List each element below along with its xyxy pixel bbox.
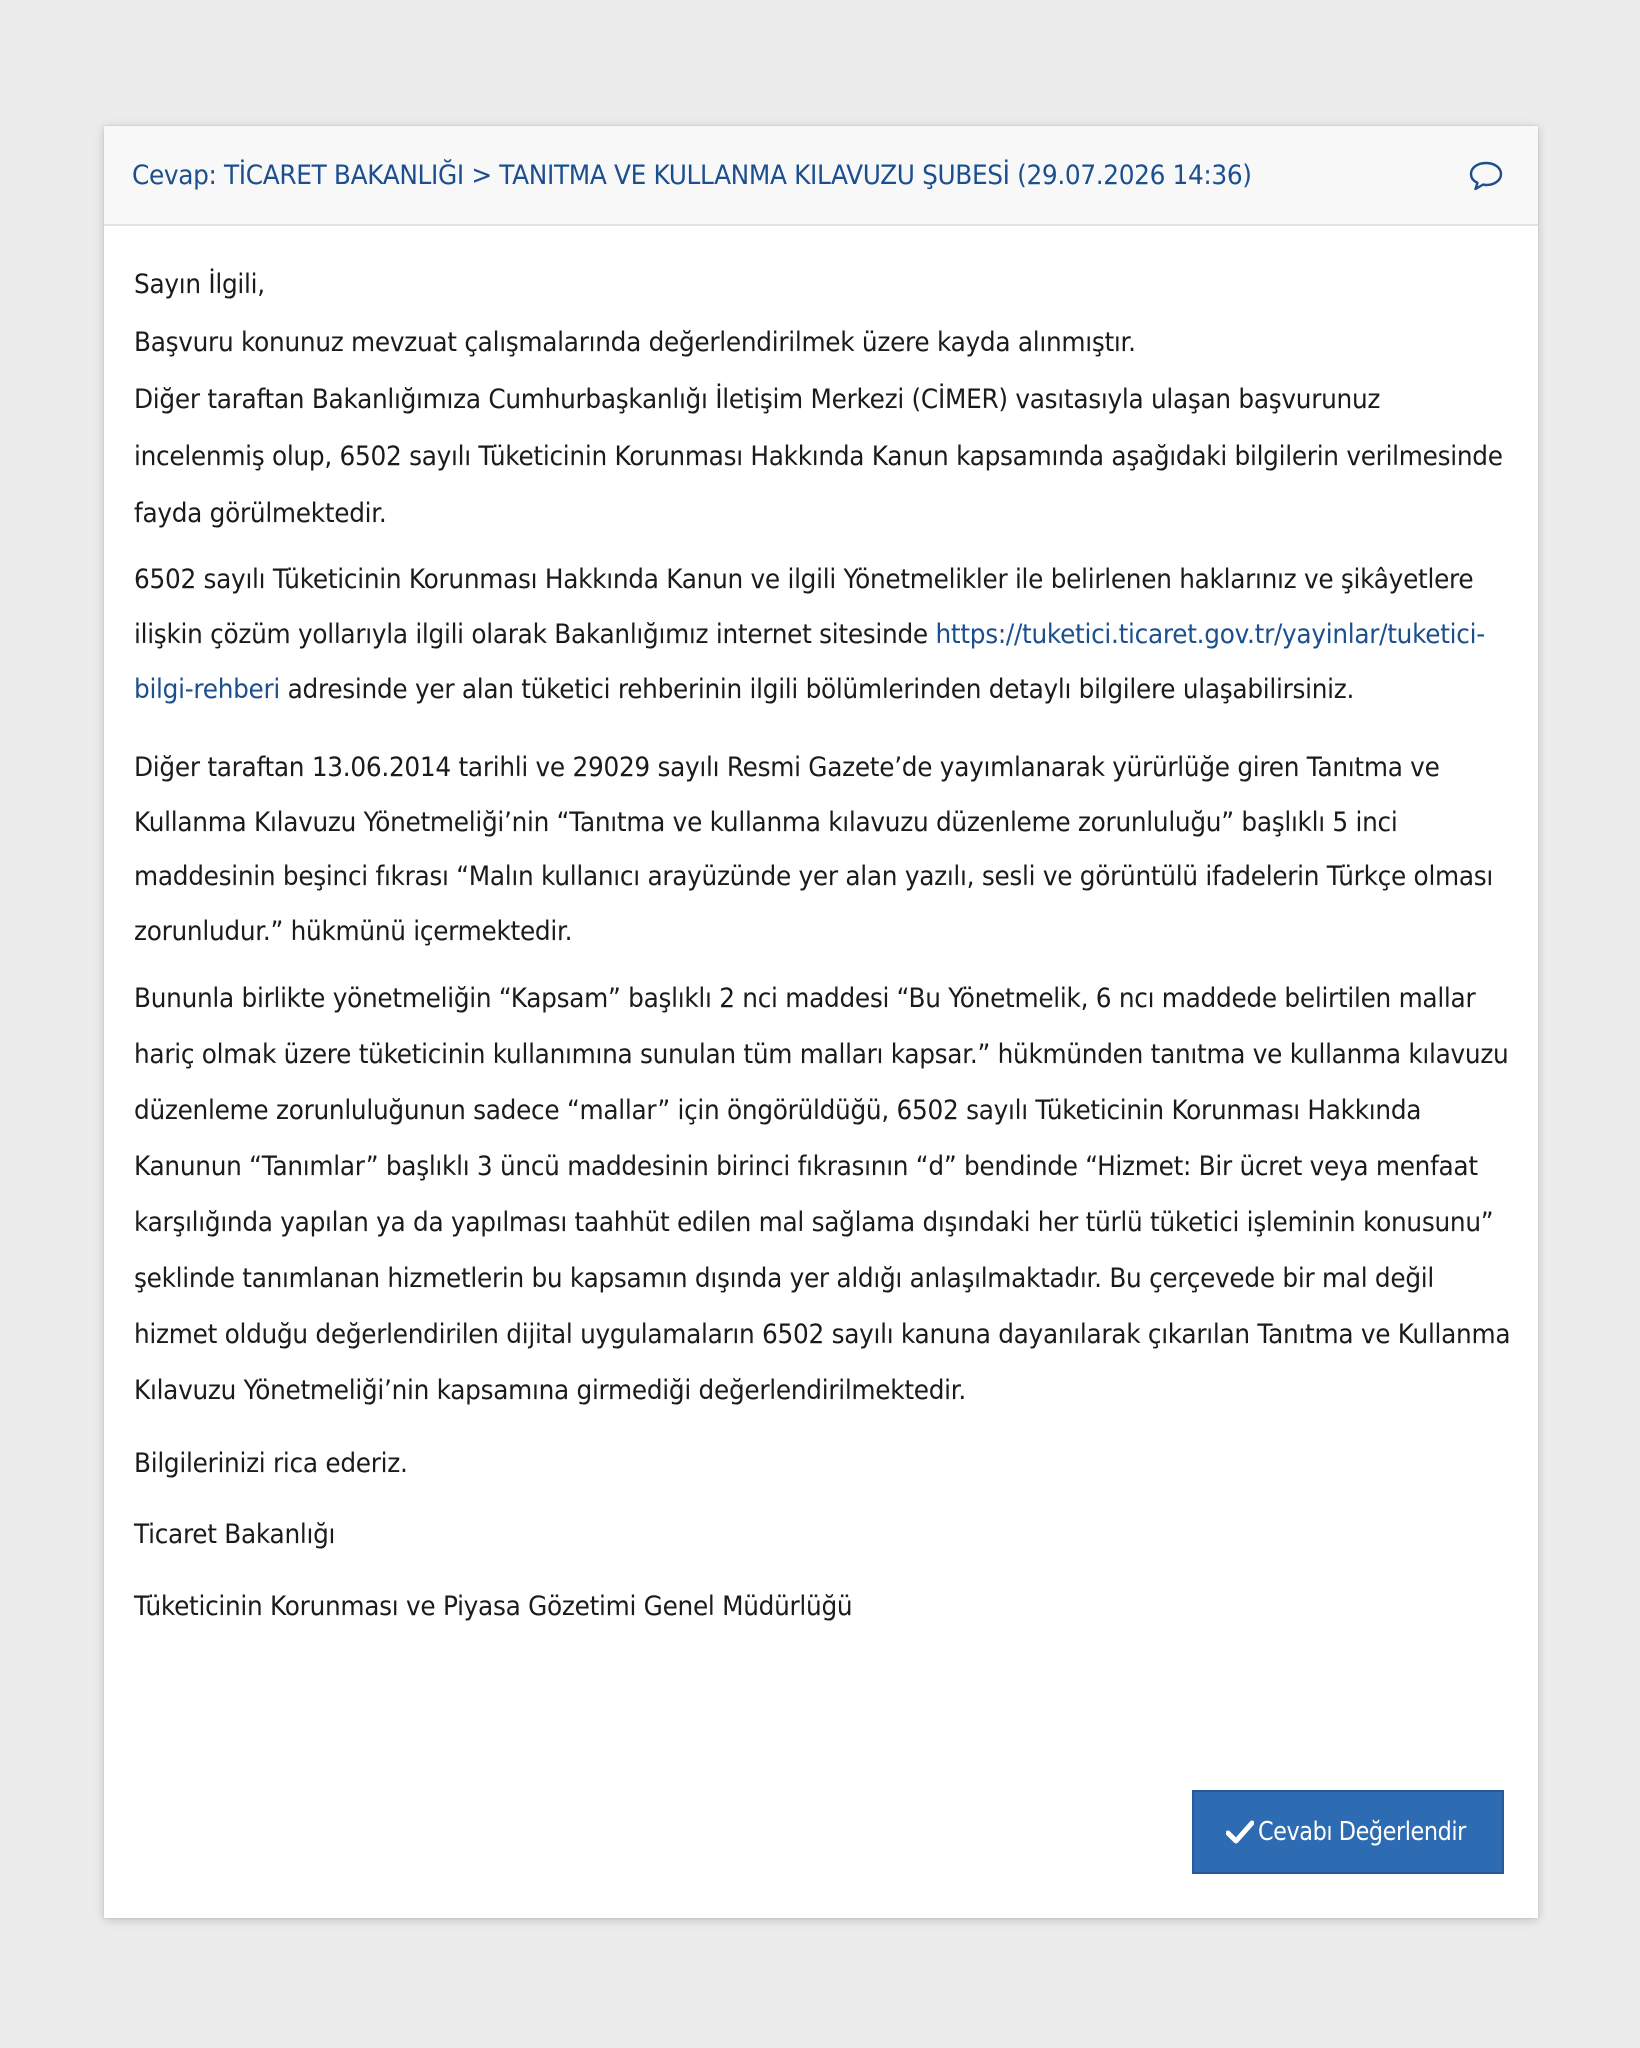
greeting-text: Sayın İlgili, [134, 269, 265, 300]
intro-paragraph: Diğer taraftan Bakanlığımıza Cumhurbaşkanlığı İletişim Merkezi (CİMER) vasıtasıyla ulaşan başvurunuz incelenmiş olup, 6502 sayılı Tüketicinin Korunması Hakkında Kanun kapsamında aşağıdaki bilgilerin verilmesinde fayda görülmektedir. [134, 384, 1503, 529]
evaluate-answer-button[interactable] [1192, 1790, 1504, 1874]
reply-title: Cevap: TİCARET BAKANLIĞI > TANITMA VE KULLANMA KILAVUZU ŞUBESİ (29.07.2026 14:36) [132, 160, 1252, 191]
intro-line: Başvuru konunuz mevzuat çalışmalarında değerlendirilmek üzere kayda alınmıştır. [134, 327, 1136, 358]
reply-header [104, 126, 1538, 226]
check-icon [1226, 1819, 1254, 1845]
evaluate-button-label: Cevabı Değerlendir [1258, 1817, 1467, 1847]
rights-text-before: 6502 sayılı Tüketicinin Korunması Hakkında Kanun ve ilgili Yönetmelikler ile belirlenen haklarınız ve şikâyetlere ilişkin çözüm yollarıyla ilgili olarak Bakanlığımız internet sitesinde [134, 564, 1474, 650]
reply-body [104, 226, 1538, 1635]
comment-icon[interactable] [1468, 160, 1504, 192]
consumer-guide-link[interactable]: https://tuketici.ticaret.gov.tr/yayinlar/tuketici-bilgi-rehberi [134, 619, 1485, 705]
regulation-paragraph: Diğer taraftan 13.06.2014 tarihli ve 29029 sayılı Resmi Gazete’de yayımlanarak yürürlüğe giren Tanıtma ve Kullanma Kılavuzu Yönetmeliği’nin “Tanıtma ve kullanma kılavuzu düzenleme zorunluluğu” başlıklı 5 inci maddesinin beşinci fıkrası “Malın kullanıcı arayüzünde yer alan yazılı, sesli ve görüntülü ifadelerin Türkçe olması zorunludur.” hükmünü içermektedir. [134, 752, 1494, 947]
thanks-text: Bilgilerinizi rica ederiz. [134, 1448, 408, 1479]
rights-text-after: adresinde yer alan tüketici rehberinin ilgili bölümlerinden detaylı bilgilere ulaşabilirsiniz. [280, 674, 1355, 705]
signature-ministry: Ticaret Bakanlığı [134, 1519, 336, 1550]
reply-card [104, 126, 1538, 1918]
signature-directorate: Tüketicinin Korunması ve Piyasa Gözetimi Genel Müdürlüğü [134, 1591, 853, 1622]
rights-paragraph [134, 552, 1516, 717]
scope-paragraph: Bununla birlikte yönetmeliğin “Kapsam” başlıklı 2 nci maddesi “Bu Yönetmelik, 6 ncı maddede belirtilen mallar hariç olmak üzere tüketicinin kullanımına sunulan tüm malları kapsar.” hükmünden tanıtma ve kullanma kılavuzu düzenleme zorunluluğunun sadece “mallar” için öngörüldüğü, 6502 sayılı Tüketicinin Korunması Hakkında Kanunun “Tanımlar” başlıklı 3 üncü maddesinin birinci fıkrasının “d” bendinde “Hizmet: Bir ücret veya menfaat karşılığında yapılan ya da yapılması taahhüt edilen mal sağlama dışındaki her türlü tüketici işleminin konusunu” şeklinde tanımlanan hizmetlerin bu kapsamın dışında yer aldığı anlaşılmaktadır. Bu çerçevede bir mal değil hizmet olduğu değerlendirilen dijital uygulamaların 6502 sayılı kanuna dayanılarak çıkarılan Tanıtma ve Kullanma Kılavuzu Yönetmeliği’nin kapsamına girmediği değerlendirilmektedir. [134, 983, 1511, 1406]
